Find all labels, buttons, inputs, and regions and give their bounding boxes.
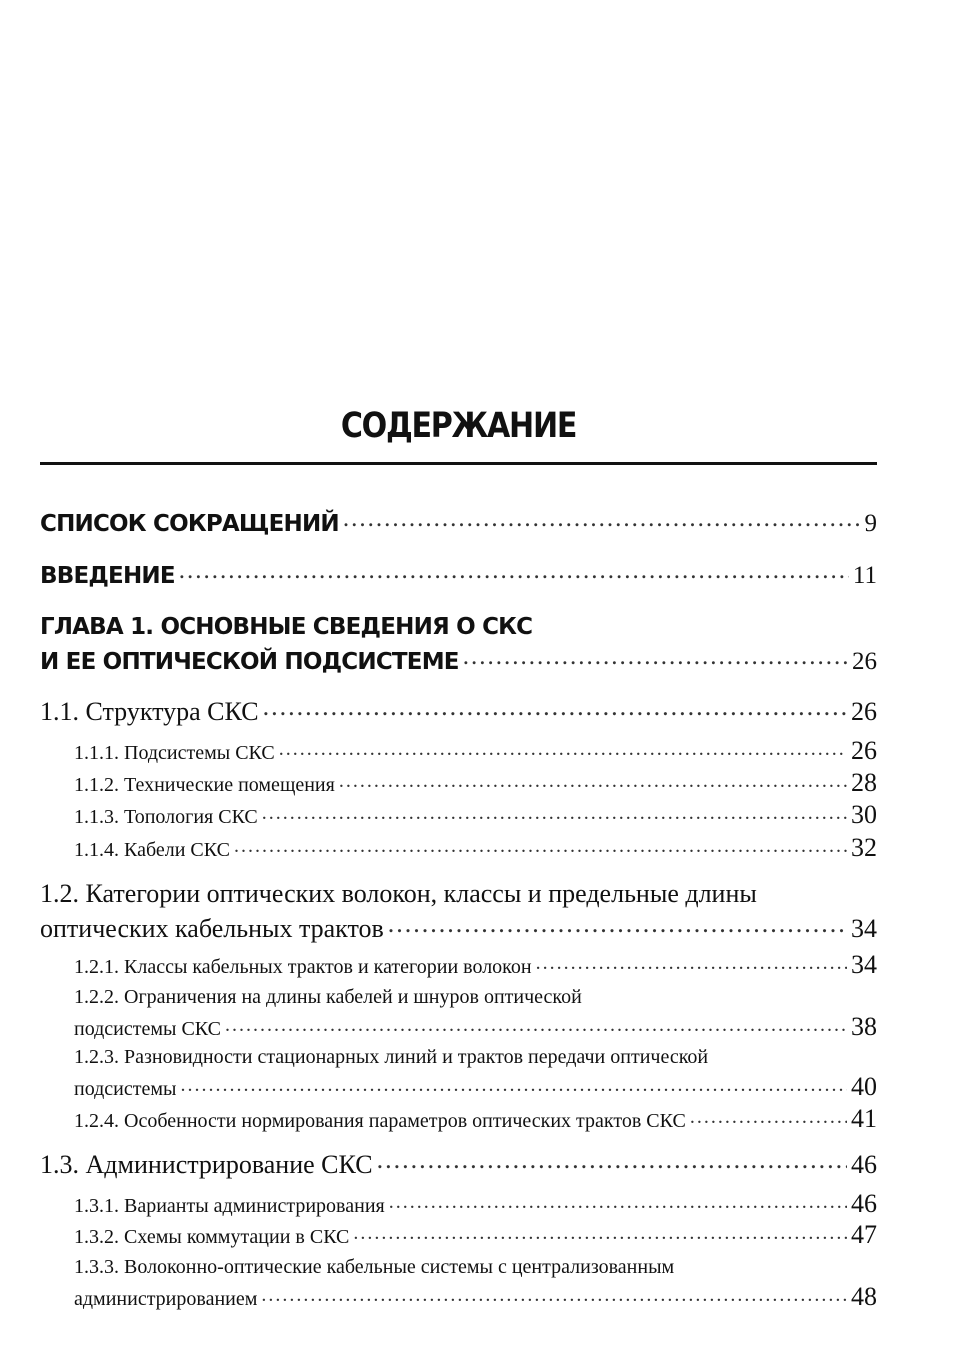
toc-leader xyxy=(179,558,849,583)
toc-entry-title: 1.3.2. Схемы коммутации в СКС xyxy=(74,1226,350,1248)
page-title: СОДЕРЖАНИЕ xyxy=(340,406,577,446)
toc-entry-introduction[interactable] xyxy=(40,558,877,590)
toc-page-number: 30 xyxy=(851,800,877,829)
toc-entry-title: администрированием xyxy=(74,1288,258,1310)
toc-entry-1-1-2[interactable] xyxy=(40,768,877,798)
toc-entry-1-3-2[interactable] xyxy=(40,1220,877,1250)
toc-entry-title: 1.3. Администрирование СКС xyxy=(40,1150,373,1179)
toc-leader xyxy=(353,1223,847,1243)
toc-leader xyxy=(463,644,848,669)
toc-page-number: 34 xyxy=(851,950,877,979)
toc-leader xyxy=(180,1075,847,1095)
toc-page-number: 46 xyxy=(851,1150,877,1179)
toc-entry-title: СПИСОК СОКРАЩЕНИЙ xyxy=(40,511,339,537)
toc-page-number: 26 xyxy=(851,697,877,726)
toc-entry-1-3[interactable] xyxy=(40,1147,877,1180)
toc-leader xyxy=(339,771,847,791)
toc-entry-title: ВВЕДЕНИЕ xyxy=(40,563,175,589)
toc-entry-1-1-3[interactable] xyxy=(40,800,877,830)
toc-page-number: 26 xyxy=(851,736,877,765)
toc-leader xyxy=(261,1285,847,1305)
toc-entry-title: 1.2.4. Особенности нормирования параметров оптических трактов СКС xyxy=(74,1110,686,1132)
toc-entry-title: 1.1.4. Кабели СКС xyxy=(74,839,230,861)
toc-entry-title-line1: ГЛАВА 1. ОСНОВНЫЕ СВЕДЕНИЯ О СКС xyxy=(40,614,533,640)
toc-page-number: 47 xyxy=(851,1220,877,1249)
toc-page-number: 48 xyxy=(851,1282,877,1311)
toc-page-number: 26 xyxy=(852,648,877,675)
toc-entry-1-1-4[interactable] xyxy=(40,833,877,863)
title-divider xyxy=(40,462,877,465)
toc-entry-title-line1: 1.2.3. Разновидности стационарных линий и трактов передачи оптической xyxy=(74,1046,709,1068)
toc-entry-1-3-3[interactable] xyxy=(40,1252,877,1314)
toc-entry-title: 1.1.2. Технические помещения xyxy=(74,774,335,796)
toc-entry-1-2-2[interactable] xyxy=(40,982,877,1044)
toc-leader xyxy=(225,1015,847,1035)
toc-page-number: 9 xyxy=(864,510,877,537)
toc-page-number: 38 xyxy=(851,1012,877,1041)
toc-entry-title: 1.3.1. Варианты администрирования xyxy=(74,1195,385,1217)
toc-entry-1-2-1[interactable] xyxy=(40,950,877,980)
toc-page-number: 46 xyxy=(851,1189,877,1218)
toc-leader xyxy=(279,739,847,759)
toc-leader xyxy=(343,506,861,531)
toc-entry-title: подсистемы xyxy=(74,1078,177,1100)
toc-page-number: 40 xyxy=(851,1072,877,1101)
toc-entry-abbreviations[interactable] xyxy=(40,506,877,538)
toc-entry-title: подсистемы СКС xyxy=(74,1018,221,1040)
toc-entry-1-2-3[interactable] xyxy=(40,1042,877,1104)
toc-entry-1-2-4[interactable] xyxy=(40,1104,877,1134)
toc-entry-1-2[interactable] xyxy=(40,876,877,946)
toc-leader xyxy=(388,911,847,937)
toc-entry-chapter-1[interactable] xyxy=(40,610,877,679)
toc-entry-title-line1: 1.2. Категории оптических волокон, классы и предельные длины xyxy=(40,879,757,908)
toc-entry-title-line1: 1.2.2. Ограничения на длины кабелей и шнуров оптической xyxy=(74,986,582,1008)
toc-leader xyxy=(262,803,847,823)
toc-entry-title: 1.1.1. Подсистемы СКС xyxy=(74,742,275,764)
toc-entry-1-3-1[interactable] xyxy=(40,1189,877,1219)
toc-entry-1-1-1[interactable] xyxy=(40,736,877,766)
toc-leader xyxy=(536,953,847,973)
toc-page-number: 34 xyxy=(851,914,877,943)
toc-page-number: 28 xyxy=(851,768,877,797)
toc-page-number: 11 xyxy=(852,562,877,589)
toc-entry-title-line1: 1.3.3. Волоконно-оптические кабельные системы с централизованным xyxy=(74,1256,675,1278)
toc-entry-title: И ЕЕ ОПТИЧЕСКОЙ ПОДСИСТЕМЕ xyxy=(40,649,459,675)
toc-leader xyxy=(389,1192,847,1212)
toc-entry-1-1[interactable] xyxy=(40,694,877,727)
toc-page-number: 32 xyxy=(851,833,877,862)
toc-leader xyxy=(263,694,847,720)
toc-entry-title: 1.2.1. Классы кабельных трактов и категории волокон xyxy=(74,956,532,978)
toc-leader xyxy=(377,1147,847,1173)
toc-leader xyxy=(234,836,847,856)
toc-leader xyxy=(690,1107,847,1127)
toc-page-number: 41 xyxy=(851,1104,877,1133)
toc-entry-title: оптических кабельных трактов xyxy=(40,914,384,943)
toc-entry-title: 1.1. Структура СКС xyxy=(40,697,259,726)
toc-entry-title: 1.1.3. Топология СКС xyxy=(74,806,258,828)
